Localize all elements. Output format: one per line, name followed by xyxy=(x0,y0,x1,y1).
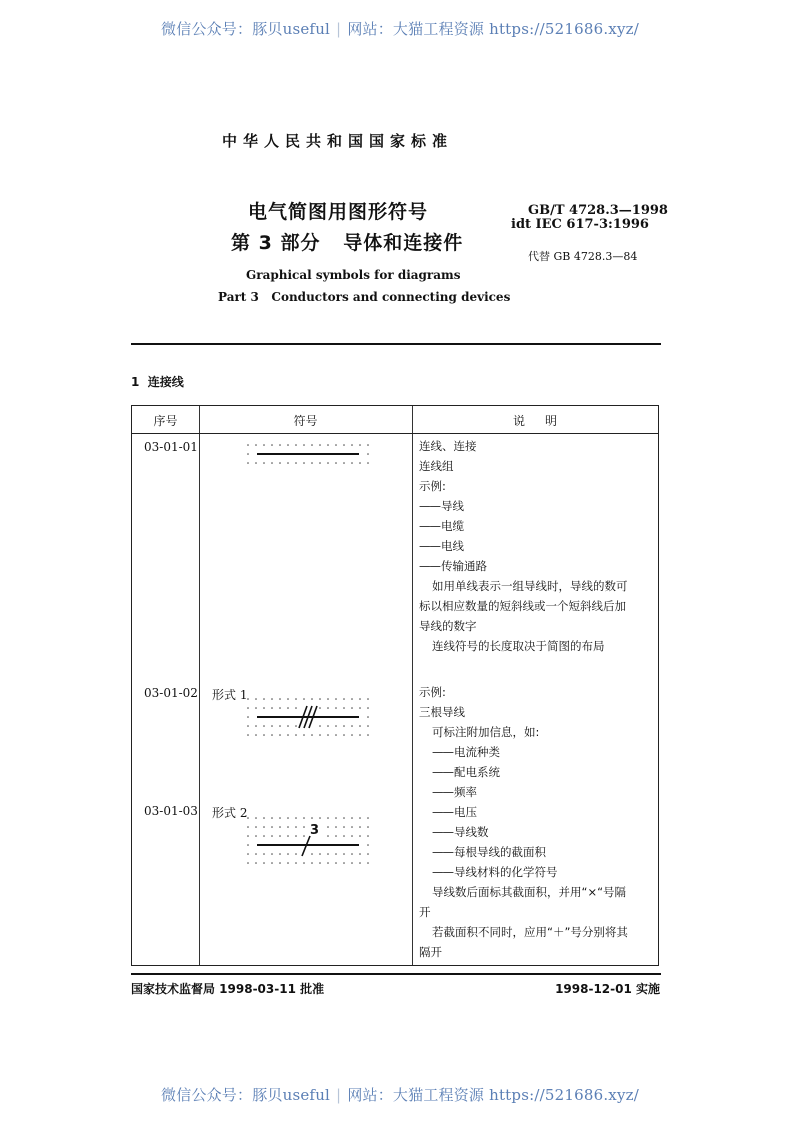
desc-line: —— 导线 xyxy=(419,496,655,516)
three-strokes-conductor-symbol xyxy=(244,694,374,740)
desc-line: —— 电压 xyxy=(419,802,655,822)
watermark-site: 网站：大猫工程资源 https://521686.xyz/ xyxy=(347,1086,639,1104)
desc-line: —— 配电系统 xyxy=(419,762,655,782)
header-serial: 序号 xyxy=(153,414,178,428)
row-description xyxy=(419,682,655,962)
desc-line: 示例: xyxy=(419,479,446,493)
desc-line: 连线组 xyxy=(419,459,454,473)
title-en-line2: Part 3 Conductors and connecting devices xyxy=(218,290,511,304)
desc-line: —— 每根导线的截面积 xyxy=(419,842,655,862)
row-number: 03-01-03 xyxy=(144,804,198,818)
standard-idt: idt IEC 617-3:1996 xyxy=(511,217,649,232)
desc-line: 导线数后面标其截面积，并用“×“号隔 xyxy=(432,885,627,899)
footer-approved: 国家技术监督局 1998-03-11 批准 xyxy=(131,982,325,996)
desc-line: 标以相应数量的短斜线或一个短斜线后加 xyxy=(419,599,626,613)
desc-line: 连线符号的长度取决于简图的布局 xyxy=(432,639,605,653)
column-divider-1 xyxy=(199,406,200,965)
title-cn-line1: 电气简图用图形符号 xyxy=(248,201,429,223)
numbered-stroke-conductor-symbol xyxy=(244,813,374,873)
watermark-separator: | xyxy=(336,1086,342,1104)
desc-line: 连线、连接 xyxy=(419,439,477,453)
title-cn-line2: 第 3 部分 导体和连接件 xyxy=(231,232,464,254)
desc-line: —— 电线 xyxy=(419,536,655,556)
header-divider xyxy=(131,343,661,345)
watermark-wechat: 微信公众号：豚贝useful xyxy=(161,20,331,38)
desc-line: —— 导线数 xyxy=(419,822,655,842)
row-description xyxy=(419,436,655,656)
desc-line: 开 xyxy=(419,905,431,919)
standard-replaces: 代替 GB 4728.3—84 xyxy=(528,250,638,263)
desc-line: —— 电流种类 xyxy=(419,742,655,762)
row-number: 03-01-01 xyxy=(144,440,198,454)
watermark-bottom xyxy=(0,1084,800,1105)
desc-line: —— 传输通路 xyxy=(419,556,655,576)
watermark-separator: | xyxy=(336,20,342,38)
national-standard-heading: 中华人民共和国国家标准 xyxy=(222,132,454,150)
watermark-wechat: 微信公众号：豚贝useful xyxy=(161,1086,331,1104)
desc-line: 隔开 xyxy=(419,945,442,959)
single-line-conductor-symbol xyxy=(244,440,374,470)
desc-line: 导线的数字 xyxy=(419,619,477,633)
section-heading: 1 连接线 xyxy=(131,375,184,389)
stroke-number: 3 xyxy=(310,823,320,838)
watermark-site: 网站：大猫工程资源 https://521686.xyz/ xyxy=(347,20,639,38)
desc-line: —— 电缆 xyxy=(419,516,655,536)
desc-line: —— 导线材料的化学符号 xyxy=(419,862,655,882)
row-number: 03-01-02 xyxy=(144,686,198,700)
standard-code: GB/T 4728.3—1998 xyxy=(528,203,668,218)
form-label: 形式 2 xyxy=(212,806,248,820)
column-divider-2 xyxy=(412,406,413,965)
symbols-table xyxy=(131,405,659,966)
form-label: 形式 1 xyxy=(212,688,248,702)
desc-line: 示例: xyxy=(419,685,446,699)
title-en-line1: Graphical symbols for diagrams xyxy=(246,268,461,282)
header-symbol: 符号 xyxy=(293,414,318,428)
desc-line: 如用单线表示一组导线时，导线的数可 xyxy=(432,579,628,593)
desc-line: 三根导线 xyxy=(419,705,465,719)
header-description: 说明 xyxy=(512,414,577,428)
footer-effective: 1998-12-01 实施 xyxy=(555,982,660,996)
table-header xyxy=(132,406,658,434)
grid-dots-row xyxy=(247,444,369,446)
desc-line: 若截面积不同时，应用“＋”号分别将其 xyxy=(432,925,628,939)
desc-line: 可标注附加信息，如: xyxy=(432,725,540,739)
desc-line: —— 频率 xyxy=(419,782,655,802)
footer-divider xyxy=(131,973,661,975)
watermark-top xyxy=(0,18,800,39)
